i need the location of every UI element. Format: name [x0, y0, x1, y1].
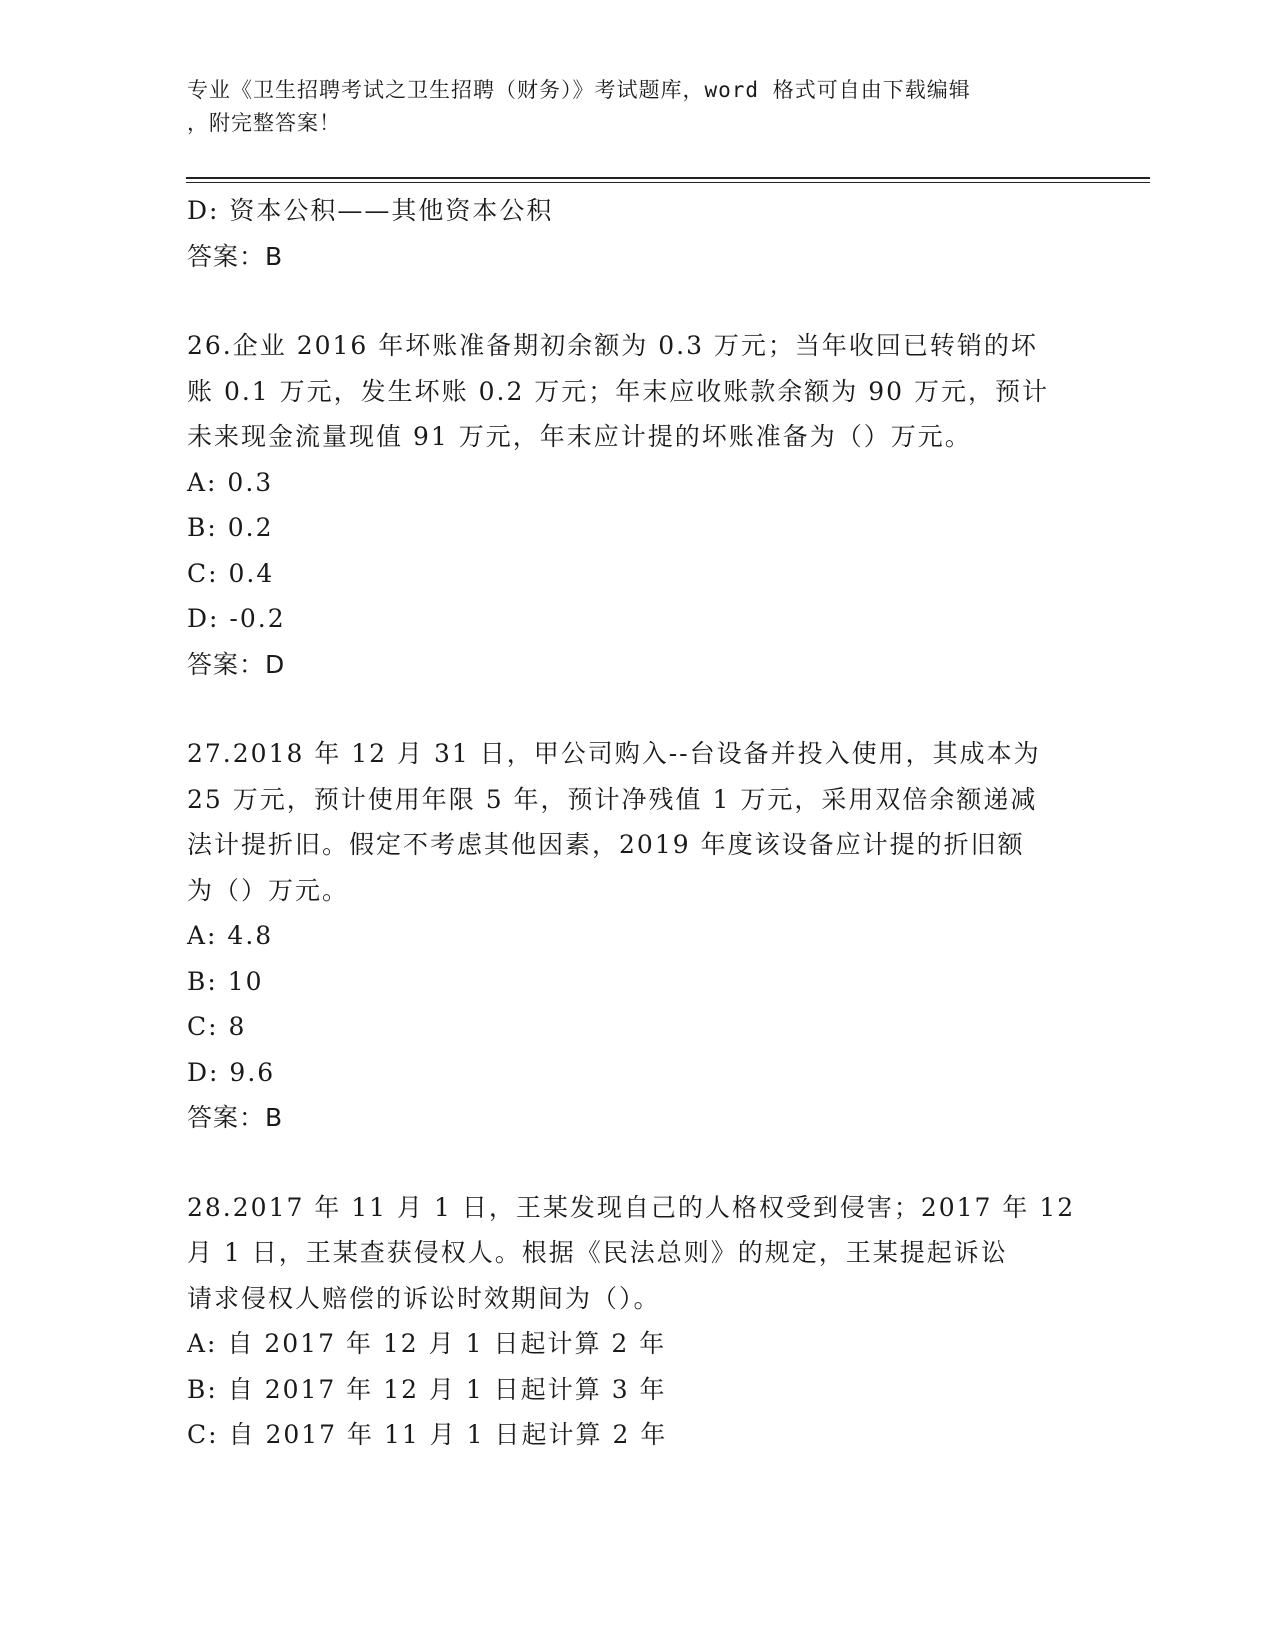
option-d: D: -0.2 — [187, 604, 286, 633]
question-stem-line: 账 0.1 万元，发生坏账 0.2 万元；年末应收账款余额为 90 万元，预计 — [187, 376, 1050, 406]
header-divider — [186, 177, 1150, 183]
spacer — [187, 687, 1087, 731]
question-stem-line: 25 万元，预计使用年限 5 年，预计净残值 1 万元，采用双倍余额递减 — [187, 784, 1038, 814]
question-stem-line: 27.2018 年 12 月 31 日，甲公司购入--台设备并投入使用，其成本为 — [187, 739, 1041, 768]
option-c: C: 自 2017 年 11 月 1 日起计算 2 年 — [187, 1420, 668, 1449]
option-c: C: 8 — [187, 1012, 247, 1041]
question-stem-line: 28.2017 年 11 月 1 日，王某发现自己的人格权受到侵害；2017 年 12 — [187, 1192, 1076, 1222]
question-content — [187, 188, 1087, 1458]
spacer — [187, 1141, 1087, 1185]
header-line-2: ，附完整答案！ — [187, 111, 341, 135]
option-a: A: 0.3 — [187, 467, 274, 497]
option-a: A: 自 2017 年 12 月 1 日起计算 2 年 — [187, 1329, 667, 1358]
option-b: B: 自 2017 年 12 月 1 日起计算 3 年 — [187, 1374, 667, 1404]
question-stem-line: 未来现金流量现值 91 万元，年末应计提的坏账准备为（）万元。 — [187, 422, 972, 451]
question-28 — [187, 1185, 1087, 1458]
page-header — [187, 74, 1067, 140]
option-b: B: 10 — [187, 966, 264, 996]
option-c: C: 0.4 — [187, 558, 275, 588]
question-stem-line: 法计提折旧。假定不考虑其他因素，2019 年度该设备应计提的折旧额 — [187, 830, 1025, 859]
question-stem-line: 为（）万元。 — [187, 875, 350, 905]
option-d: D: 9.6 — [187, 1057, 276, 1087]
option-b: B: 0.2 — [187, 513, 274, 542]
header-line-1: 专业《卫生招聘考试之卫生招聘（财务）》考试题库，word 格式可自由下载编辑 — [187, 78, 971, 102]
question-26 — [187, 323, 1087, 687]
question-stem-line: 请求侵权人赔偿的诉讼时效期间为（）。 — [187, 1283, 661, 1313]
prev-option-d: D: 资本公积——其他资本公积 — [187, 196, 554, 225]
question-27 — [187, 731, 1087, 1141]
answer: 答案：B — [187, 1103, 284, 1132]
answer: 答案：D — [187, 649, 286, 679]
spacer — [187, 279, 1087, 323]
option-a: A: 4.8 — [187, 921, 274, 950]
question-stem-line: 26.企业 2016 年坏账准备期初余额为 0.3 万元；当年收回已转销的坏 — [187, 331, 1038, 360]
prev-answer: 答案：B — [187, 241, 284, 271]
question-stem-line: 月 1 日，王某查获侵权人。根据《民法总则》的规定，王某提起诉讼 — [187, 1238, 1008, 1267]
